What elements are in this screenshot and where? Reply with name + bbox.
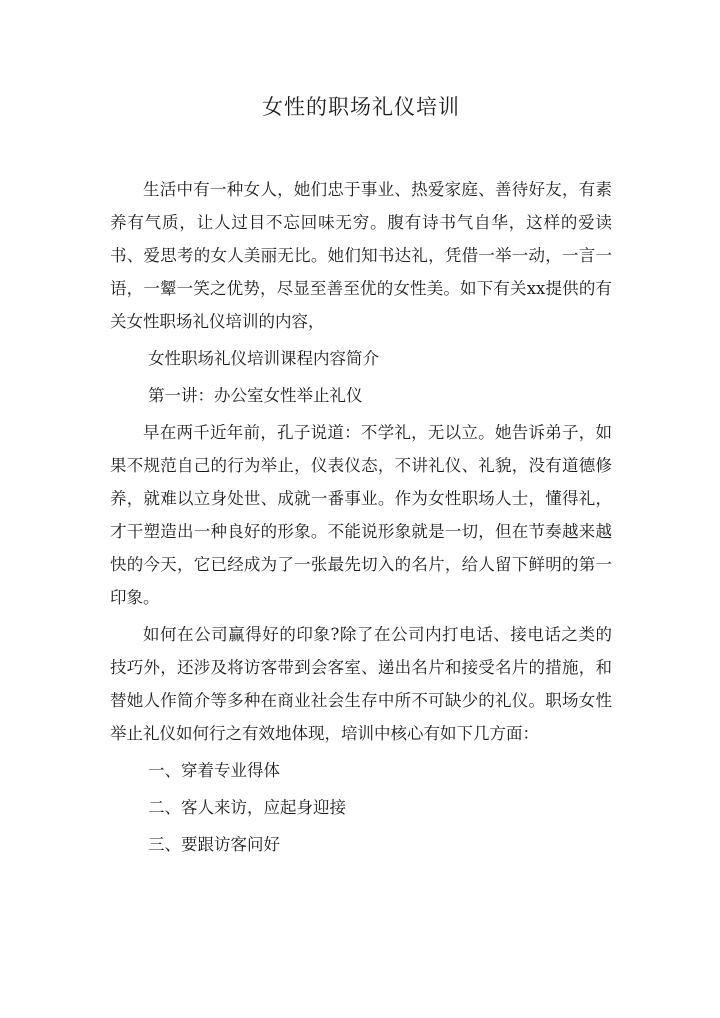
list-item: 三、要跟访客问好 <box>147 835 280 854</box>
intro-paragraph: 生活中有一种女人，她们忠于事业、热爱家庭、善待好友，有素养有气质，让人过目不忘回味无穷。腹有诗书气自华，这样的爱读书、爱思考的女人美丽无比。她们知书达礼，凭借一举一动，一言一语，一颦一笑之优势，尽显至善至优的女性美。如下有关xx提供的有关女性职场礼仪培训的内容， <box>110 180 612 331</box>
lecture-one-heading: 第一讲：办公室女性举止礼仪 <box>147 386 363 405</box>
confucius-paragraph: 早在两千近年前，孔子说道：不学礼，无以立。她告诉弟子，如果不规范自己的行为举止，仪表仪态，不讲礼仪、礼貌，没有道德修养，就难以立身处世、成就一番事业。作为女性职场人士，懂得礼，才干塑造出一种良好的形象。不能说形象就是一切，但在节奏越来越快的今天，它已经成为了一张最先切入的名片，给人留下鲜明的第一印象。 <box>110 423 612 607</box>
course-intro-heading: 女性职场礼仪培训课程内容简介 <box>147 349 379 368</box>
list-item: 二、客人来访，应起身迎接 <box>147 798 346 817</box>
document-body <box>110 173 612 861</box>
impression-paragraph: 如何在公司赢得好的印象?除了在公司内打电话、接电话之类的技巧外，还涉及将访客带到会客室、递出名片和接受名片的措施，和替她人作简介等多种在商业社会生存中所不可缺少的礼仪。职场女性举止礼仪如何行之有效地体现，培训中核心有如下几方面： <box>110 625 612 743</box>
document-title: 女性的职场礼仪培训 <box>262 95 460 119</box>
list-item: 一、穿着专业得体 <box>147 761 280 780</box>
